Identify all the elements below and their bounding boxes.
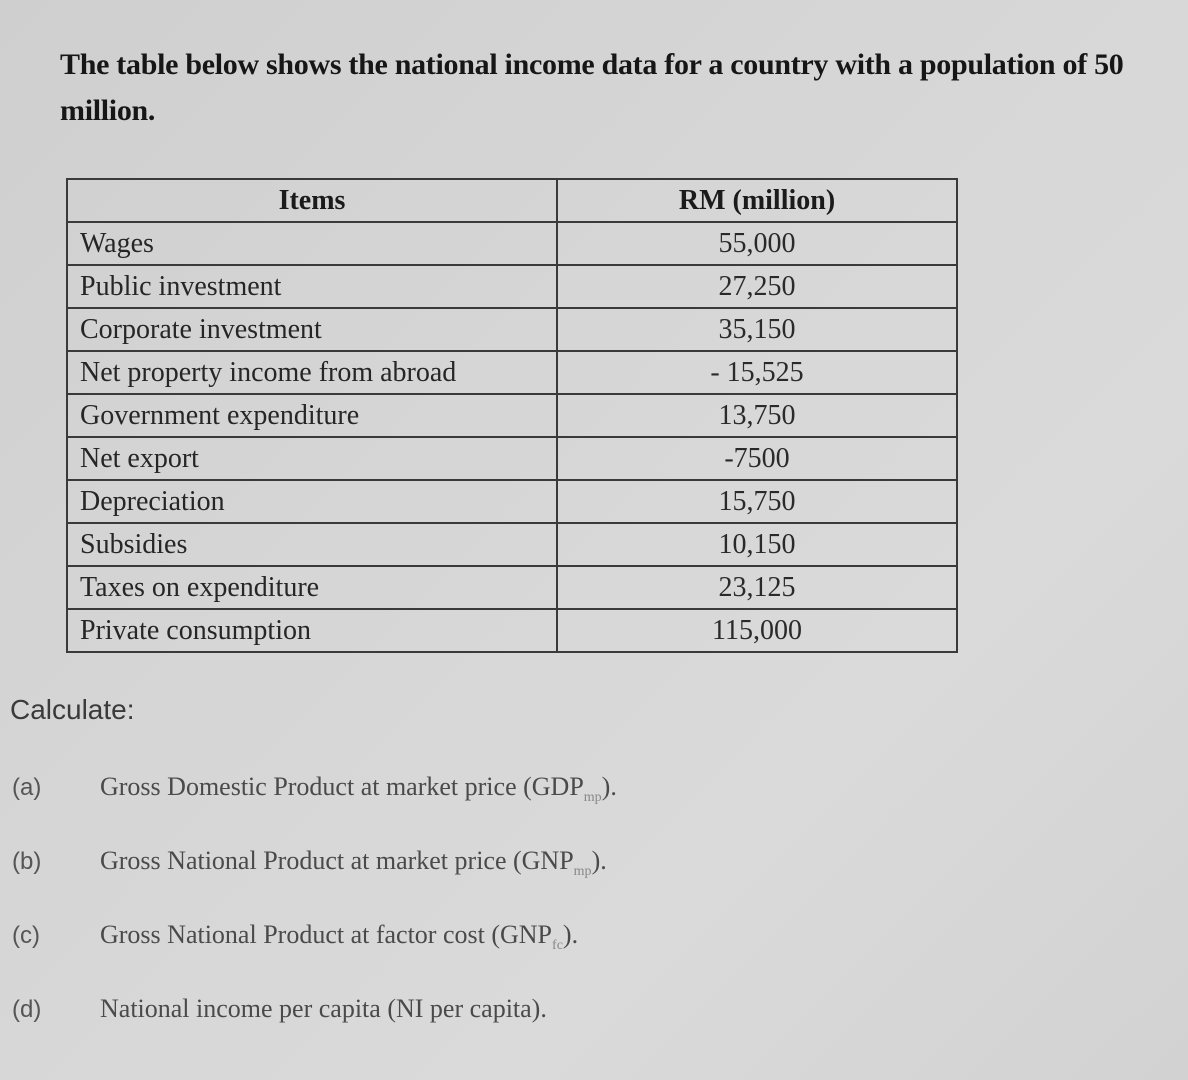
question-letter: (b) [12,848,42,875]
income-table-wrapper [66,178,956,653]
row-item: Subsidies [67,523,557,566]
table-row [67,437,957,480]
row-item: Private consumption [67,609,557,652]
question-end: ). [562,920,579,949]
table-row [67,308,957,351]
question-subscript: mp [583,790,602,806]
question-b [12,846,607,880]
row-item: Public investment [67,265,557,308]
row-value: 13,750 [557,394,957,437]
row-value: 27,250 [557,265,957,308]
row-item: Net export [67,437,557,480]
question-main: Gross Domestic Product at market price (GDP [100,772,584,801]
question-end: ). [591,846,607,875]
row-item: Corporate investment [67,308,557,351]
question-letter: (c) [12,922,40,949]
question-text [100,846,607,880]
question-letter: (a) [12,774,42,801]
row-value: 35,150 [557,308,957,351]
question-c [12,920,578,954]
row-value: - 15,525 [557,351,957,394]
national-income-table [66,178,958,653]
table-row [67,480,957,523]
table-row [67,523,957,566]
row-item: Wages [67,222,557,265]
table-row [67,265,957,308]
question-a [12,772,617,806]
question-main: Gross National Product at factor cost (GNP [100,920,553,949]
calculate-label: Calculate: [10,694,135,725]
table-row [67,609,957,652]
question-d [12,994,547,1024]
row-value: 10,150 [557,523,957,566]
table-header-row [67,179,957,222]
row-item: Net property income from abroad [67,351,557,394]
question-text [100,994,547,1024]
question-end: ). [601,772,617,801]
table-row [67,222,957,265]
question-letter: (d) [12,996,42,1023]
intro-paragraph: The table below shows the national income data for a country with a population of 50 million. [60,48,1124,127]
header-rm-million: RM (million) [557,179,957,222]
question-main: Gross National Product at market price (GNP [100,846,574,875]
question-text [100,920,578,954]
header-items: Items [67,179,557,222]
question-text [100,772,617,806]
row-value: 115,000 [557,609,957,652]
table-row [67,566,957,609]
row-value: 23,125 [557,566,957,609]
row-item: Depreciation [67,480,557,523]
row-item: Government expenditure [67,394,557,437]
question-main: National income per capita (NI per capita). [100,994,547,1023]
row-value: 55,000 [557,222,957,265]
row-value: -7500 [557,437,957,480]
table-row [67,394,957,437]
question-subscript: fc [552,938,563,954]
row-value: 15,750 [557,480,957,523]
question-subscript: mp [573,864,592,880]
row-item: Taxes on expenditure [67,566,557,609]
table-row [67,351,957,394]
